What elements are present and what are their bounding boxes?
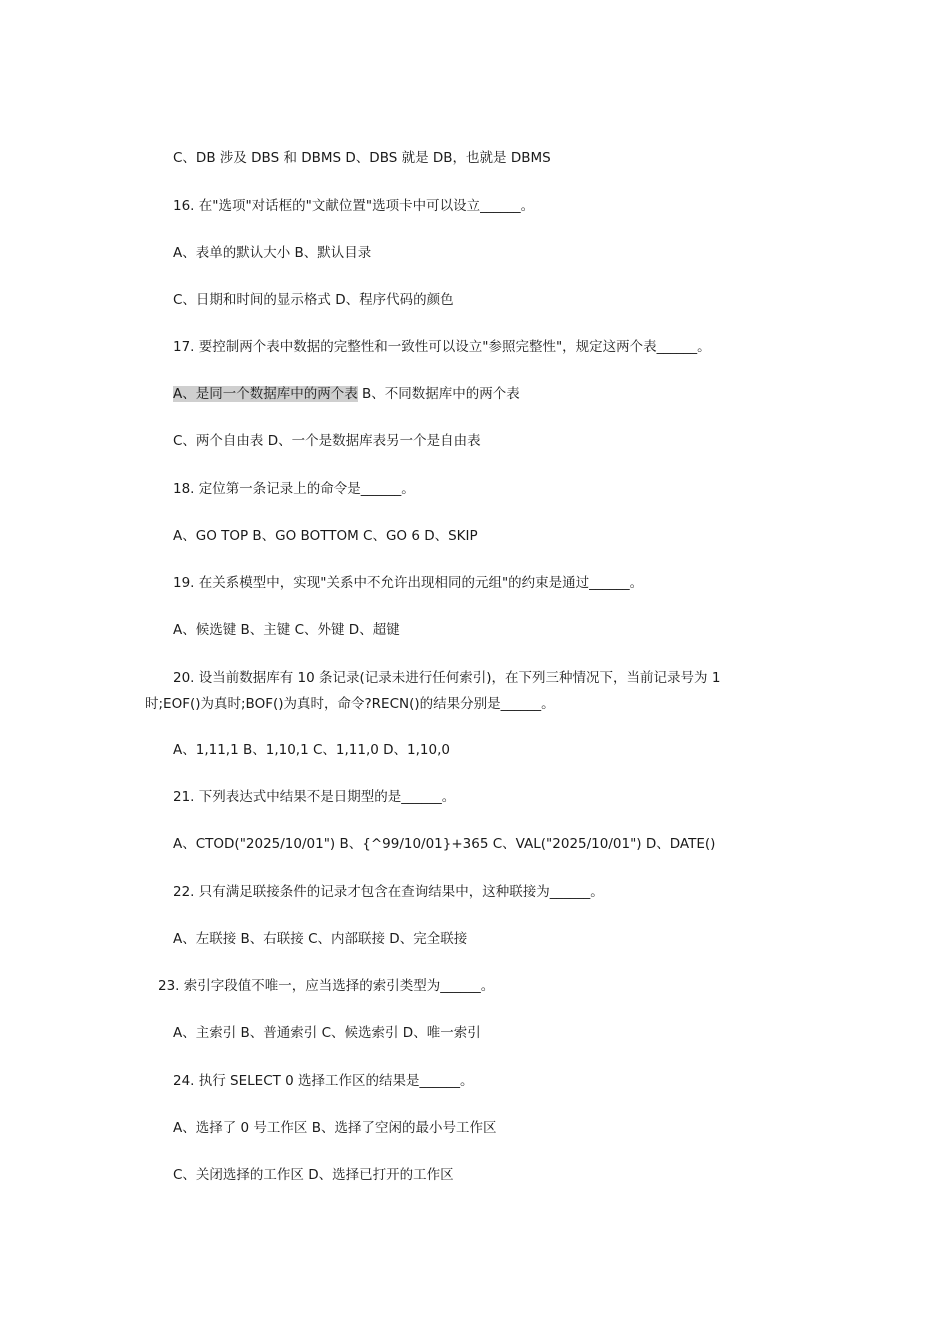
option-line-q20: A、1,11,1 B、1,10,1 C、1,11,0 D、1,10,0 xyxy=(173,742,450,758)
option-line-q21: A、CTOD("2025/10/01") B、{^99/10/01}+365 C、VAL("2025/10/01") D、DATE() xyxy=(173,836,716,852)
option-line-q24-cd: C、关闭选择的工作区 D、选择已打开的工作区 xyxy=(173,1167,454,1183)
question-23: 23. 索引字段值不唯一，应当选择的索引类型为______。 xyxy=(158,978,495,994)
question-18: 18. 定位第一条记录上的命令是______。 xyxy=(173,481,415,497)
option-line-q24-ab: A、选择了 0 号工作区 B、选择了空闲的最小号工作区 xyxy=(173,1120,497,1136)
question-19: 19. 在关系模型中，实现"关系中不允许出现相同的元组"的约束是通过______。 xyxy=(173,575,644,591)
option-text: B、不同数据库中的两个表 xyxy=(357,386,520,402)
question-17: 17. 要控制两个表中数据的完整性和一致性可以设立"参照完整性"，规定这两个表______。 xyxy=(173,339,711,355)
option-line-q16-cd: C、日期和时间的显示格式 D、程序代码的颜色 xyxy=(173,292,454,308)
option-line-q15-cd: C、DB 涉及 DBS 和 DBMS D、DBS 就是 DB，也就是 DBMS xyxy=(173,150,551,166)
option-line-q16-ab: A、表单的默认大小 B、默认目录 xyxy=(173,245,372,261)
question-20: 20. 设当前数据库有 10 条记录(记录未进行任何索引)，在下列三种情况下，当前记录号为 1 时;EOF()为真时;BOF()为真时，命令?RECN()的结果分别是______。 xyxy=(145,670,721,712)
option-line-q19: A、候选键 B、主键 C、外键 D、超键 xyxy=(173,622,400,638)
option-line-q17-cd: C、两个自由表 D、一个是数据库表另一个是自由表 xyxy=(173,433,481,449)
option-line-q22: A、左联接 B、右联接 C、内部联接 D、完全联接 xyxy=(173,931,468,947)
option-line-q17-ab xyxy=(173,381,520,407)
option-line-q18: A、GO TOP B、GO BOTTOM C、GO 6 D、SKIP xyxy=(173,528,478,544)
question-21: 21. 下列表达式中结果不是日期型的是______。 xyxy=(173,789,456,805)
question-24: 24. 执行 SELECT 0 选择工作区的结果是______。 xyxy=(173,1073,474,1089)
question-22: 22. 只有满足联接条件的记录才包含在查询结果中，这种联接为______。 xyxy=(173,884,604,900)
question-16: 16. 在"选项"对话框的"文献位置"选项卡中可以设立______。 xyxy=(173,198,535,214)
option-line-q23: A、主索引 B、普通索引 C、候选索引 D、唯一索引 xyxy=(173,1025,481,1041)
highlighted-selection[interactable]: A、是同一个数据库中的两个表 xyxy=(173,386,358,402)
